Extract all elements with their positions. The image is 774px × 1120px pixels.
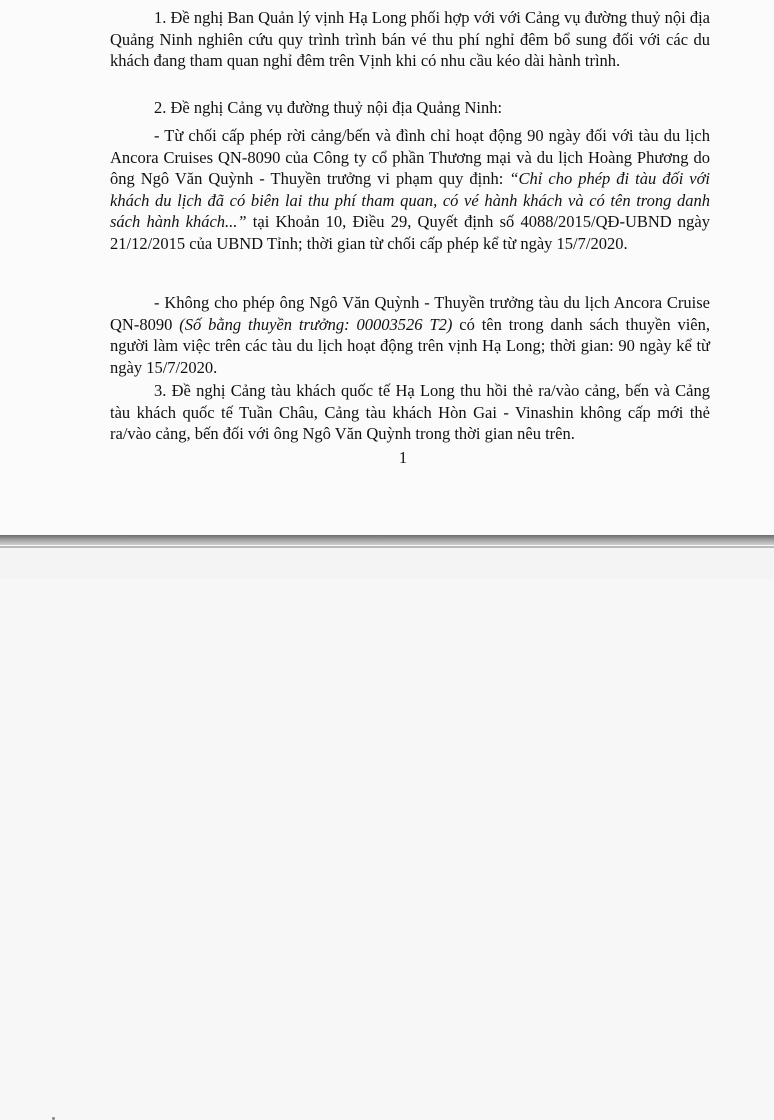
document-page [0, 0, 774, 535]
paragraph-item-2 [110, 97, 710, 119]
paragraph-item-3-text: 3. Đề nghị Cảng tàu khách quốc tế Hạ Long thu hồi thẻ ra/vào cảng, bến và Cảng tàu khách quốc tế Tuần Châu, Cảng tàu khách Hòn Gai - Vinashin không cấp mới thẻ ra/vào cảng, bến đối với ông Ngô Văn Quỳnh trong thời gian nêu trên. [110, 381, 710, 443]
paragraph-crew-ban [110, 292, 710, 378]
next-page-top [0, 548, 774, 579]
paragraph-crew-ban-text: - Không cho phép ông Ngô Văn Quỳnh - Thuyền trưởng tàu du lịch Ancora Cruise QN-8090 [110, 293, 710, 334]
paragraph-item-3 [110, 380, 710, 445]
paragraph-item-1-text: 1. Đề nghị Ban Quản lý vịnh Hạ Long phối hợp với với Cảng vụ đường thuỷ nội địa Quảng Ninh nghiên cứu quy trình trình bán vé thu phí nghỉ đêm bổ sung đối với các du khách đang tham quan nghỉ đêm trên Vịnh khi có nhu cầu kéo dài hành trình. [110, 8, 710, 70]
paragraph-refuse-permit-tail: tại Khoản 10, Điều 29, Quyết định số 4088/2015/QĐ-UBND ngày 21/12/2015 của UBND Tỉnh; thời gian từ chối cấp phép kể từ ngày 15/7/2020. [110, 212, 710, 253]
paragraph-refuse-permit-text: - Từ chối cấp phép rời cảng/bến và đình chỉ hoạt động 90 ngày đối với tàu du lịch Ancora Cruises QN-8090 của Công ty cổ phần Thương mại và du lịch Hoàng Phương do ông Ngô Văn Quỳnh - Thuyền trưởng vi phạm quy định: [110, 126, 710, 188]
paragraph-refuse-permit [110, 125, 710, 254]
paragraph-item-1 [110, 7, 710, 72]
paragraph-item-2-text: 2. Đề nghị Cảng vụ đường thuỷ nội địa Quảng Ninh: [154, 98, 503, 117]
paragraph-crew-ban-tail: có tên trong danh sách thuyền viên, người làm việc trên các tàu du lịch hoạt động trên vịnh Hạ Long; thời gian: 90 ngày kể từ ngày 15/7/2020. [110, 314, 710, 377]
page-number: 1 [398, 448, 408, 467]
scan-page-edge [0, 535, 774, 545]
quoted-regulation: “Chỉ cho phép đi tàu đối với khách du lịch đã có biên lai thu phí tham quan, có vé hành khách và có tên trong danh sách hành khách...” [110, 169, 711, 231]
captain-license-note: (Số bằng thuyền trưởng: 00003526 T2) [179, 314, 453, 334]
